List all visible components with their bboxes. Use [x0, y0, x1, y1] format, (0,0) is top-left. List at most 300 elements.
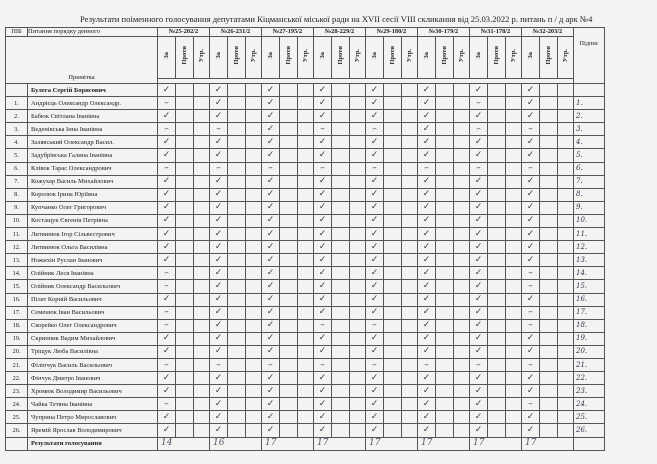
vote-mark: ✓	[470, 267, 488, 280]
vote-mark: ✓	[262, 319, 280, 332]
vote-mark: –	[210, 123, 228, 136]
chair-row: Булега Сергій Борисович ✓ ✓ ✓ ✓ ✓ ✓ ✓ ✓	[6, 84, 605, 97]
vote-mark: –	[210, 358, 228, 371]
vote-against-label: Проти	[545, 46, 552, 65]
deputy-name: Литвинюк Ігор Сільвестрович	[28, 228, 158, 241]
vote-mark: ✓	[314, 149, 332, 162]
vote-abstain-label: Утр.	[510, 48, 517, 62]
vote-against-label: Проти	[337, 46, 344, 65]
vote-mark: ✓	[418, 188, 436, 201]
question-header: №25-202/2	[158, 28, 210, 37]
vote-mark: ✓	[470, 385, 488, 398]
row-number: 24.	[6, 398, 28, 411]
vote-mark: ✓	[314, 372, 332, 385]
vote-abstain-label: Утр.	[354, 48, 361, 62]
document-title: Результати поіменного голосування депутатами Кіцманської міської ради на XVII сесії VIII скликання від 25.03.2022 р. питань п / д арк №4	[80, 14, 593, 24]
vote-abstain-label: Утр.	[250, 48, 257, 62]
vote-mark: ✓	[366, 306, 384, 319]
vote-mark: ✓	[470, 398, 488, 411]
vote-mark: –	[418, 358, 436, 371]
vote-mark: ✓	[470, 424, 488, 437]
row-number: 6.	[6, 162, 28, 175]
vote-mark: ✓	[158, 241, 176, 254]
vote-mark: ✓	[522, 345, 540, 358]
signature-cell: 26.	[574, 424, 605, 437]
vote-mark: ✓	[262, 254, 280, 267]
voting-table	[5, 27, 605, 451]
vote-mark: ✓	[470, 372, 488, 385]
table-row	[6, 411, 605, 424]
deputy-name: Кожухар Василь Михайлович	[28, 175, 158, 188]
table-row	[6, 372, 605, 385]
signature-cell: 16.	[574, 293, 605, 306]
vote-mark: ✓	[418, 372, 436, 385]
vote-for-label: За	[475, 52, 482, 59]
deputy-name: Пілат Корній Васильович	[28, 293, 158, 306]
vote-mark: ✓	[262, 398, 280, 411]
vote-mark: ✓	[470, 149, 488, 162]
table-row	[6, 306, 605, 319]
deputy-name: Залявський Олександр Васил.	[28, 136, 158, 149]
total-value: 17	[418, 437, 470, 450]
signature-cell: 23.	[574, 385, 605, 398]
deputy-name: Чайка Тетяна Іванівна	[28, 398, 158, 411]
chair-name: Булега Сергій Борисович	[28, 84, 158, 97]
vote-mark: ✓	[366, 267, 384, 280]
question-header: №27-195/2	[262, 28, 314, 37]
signature-cell: 8.	[574, 188, 605, 201]
total-value: 17	[262, 437, 314, 450]
signature-cell: 19.	[574, 332, 605, 345]
vote-mark: ✓	[522, 254, 540, 267]
vote-mark: –	[470, 123, 488, 136]
table-row	[6, 123, 605, 136]
deputy-name: Костащук Євгенія Петрівна	[28, 214, 158, 227]
vote-mark: –	[158, 358, 176, 371]
total-value: 17	[470, 437, 522, 450]
row-number: 4.	[6, 136, 28, 149]
table-row	[6, 214, 605, 227]
vote-mark: ✓	[158, 385, 176, 398]
table-row	[6, 97, 605, 110]
table-row	[6, 149, 605, 162]
vote-mark: ✓	[366, 372, 384, 385]
vote-mark: ✓	[470, 241, 488, 254]
deputy-name: Олійник Леся Іванівна	[28, 267, 158, 280]
total-value: 17	[314, 437, 366, 450]
vote-abstain-label: Утр.	[198, 48, 205, 62]
signature-cell: 15.	[574, 280, 605, 293]
vote-mark: ✓	[210, 411, 228, 424]
vote-mark: –	[158, 123, 176, 136]
vote-for-label: За	[423, 52, 430, 59]
vote-mark: ✓	[522, 228, 540, 241]
vote-mark: ✓	[418, 332, 436, 345]
vote-mark: ✓	[262, 123, 280, 136]
vote-for-label: За	[267, 52, 274, 59]
vote-mark: ✓	[522, 201, 540, 214]
vote-mark: ✓	[314, 424, 332, 437]
vote-mark: ✓	[366, 424, 384, 437]
vote-mark: ✓	[366, 201, 384, 214]
vote-mark: ✓	[158, 345, 176, 358]
table-row	[6, 398, 605, 411]
vote-mark: ✓	[262, 241, 280, 254]
vote-mark: ✓	[418, 201, 436, 214]
vote-mark: –	[210, 162, 228, 175]
agenda-header: Питання порядку денного	[28, 28, 158, 37]
vote-mark: –	[418, 162, 436, 175]
row-number: 16.	[6, 293, 28, 306]
vote-mark: ✓	[418, 97, 436, 110]
vote-mark: ✓	[470, 188, 488, 201]
vote-mark: ✓	[366, 175, 384, 188]
table-row	[6, 424, 605, 437]
vote-mark: ✓	[210, 332, 228, 345]
question-header: №31-178/2	[470, 28, 522, 37]
row-number: 14.	[6, 267, 28, 280]
table-row	[6, 228, 605, 241]
vote-mark: ✓	[210, 241, 228, 254]
vote-mark: ✓	[158, 136, 176, 149]
vote-mark: ✓	[210, 201, 228, 214]
vote-mark: ✓	[418, 149, 436, 162]
vote-mark: ✓	[158, 188, 176, 201]
vote-mark: ✓	[366, 214, 384, 227]
vote-mark: ✓	[366, 97, 384, 110]
vote-for-label: За	[215, 52, 222, 59]
vote-mark: ✓	[314, 306, 332, 319]
deputy-name: Фінчук Дмитро Іванович	[28, 372, 158, 385]
vote-mark: –	[522, 358, 540, 371]
vote-mark: ✓	[418, 110, 436, 123]
deputy-name: Скрипник Вадим Михайлович	[28, 332, 158, 345]
vote-mark: ✓	[418, 228, 436, 241]
vote-mark: –	[314, 162, 332, 175]
signature-cell: 20.	[574, 345, 605, 358]
vote-mark: ✓	[522, 97, 540, 110]
header-row-questions	[6, 28, 605, 37]
vote-mark: ✓	[418, 214, 436, 227]
vote-mark: ✓	[470, 110, 488, 123]
vote-mark: –	[314, 123, 332, 136]
vote-mark: ✓	[366, 241, 384, 254]
vote-mark: –	[470, 162, 488, 175]
signature-cell: 9.	[574, 201, 605, 214]
signature-cell: 11.	[574, 228, 605, 241]
deputy-name: Олійник Олександр Васильович	[28, 280, 158, 293]
table-row	[6, 201, 605, 214]
vote-for-label: За	[527, 52, 534, 59]
question-header: №28-229/2	[314, 28, 366, 37]
deputy-name: Семенюк Іван Васильович	[28, 306, 158, 319]
vote-abstain-label: Утр.	[562, 48, 569, 62]
vote-mark: ✓	[210, 385, 228, 398]
deputy-name: Скорейко Олег Олександрович	[28, 319, 158, 332]
signature-cell: 2.	[574, 110, 605, 123]
vote-mark: ✓	[158, 424, 176, 437]
row-number: 15.	[6, 280, 28, 293]
vote-mark: ✓	[314, 228, 332, 241]
signature-cell: 1.	[574, 97, 605, 110]
vote-mark: ✓	[418, 345, 436, 358]
vote-mark: ✓	[522, 149, 540, 162]
vote-abstain-label: Утр.	[458, 48, 465, 62]
vote-mark: ✓	[470, 175, 488, 188]
vote-mark: ✓	[210, 280, 228, 293]
vote-mark: ✓	[210, 136, 228, 149]
question-header: №30-179/2	[418, 28, 470, 37]
vote-mark: ✓	[262, 188, 280, 201]
vote-mark: ✓	[262, 411, 280, 424]
vote-mark: ✓	[262, 228, 280, 241]
vote-mark: ✓	[314, 188, 332, 201]
vote-mark: ✓	[470, 228, 488, 241]
vote-mark: ✓	[522, 188, 540, 201]
row-number: 8.	[6, 188, 28, 201]
vote-mark: ✓	[366, 280, 384, 293]
vote-mark: ✓	[522, 214, 540, 227]
vote-mark: ✓	[366, 188, 384, 201]
table-row	[6, 188, 605, 201]
vote-mark: –	[262, 162, 280, 175]
vote-mark: ✓	[366, 228, 384, 241]
signature-cell: 13.	[574, 254, 605, 267]
signature-cell: 12.	[574, 241, 605, 254]
vote-mark: ✓	[158, 149, 176, 162]
deputy-name: Купчанко Олег Григорович	[28, 201, 158, 214]
vote-against-label: Проти	[285, 46, 292, 65]
vote-mark: ✓	[210, 175, 228, 188]
vote-mark: –	[366, 162, 384, 175]
vote-mark: ✓	[366, 254, 384, 267]
vote-mark: ✓	[210, 149, 228, 162]
vote-mark: –	[158, 319, 176, 332]
total-value: 16	[210, 437, 262, 450]
vote-mark: ✓	[314, 175, 332, 188]
note-header: Примітка	[6, 37, 158, 84]
vote-mark: ✓	[418, 411, 436, 424]
vote-mark: ✓	[158, 214, 176, 227]
vote-mark: ✓	[366, 136, 384, 149]
vote-mark: ✓	[522, 385, 540, 398]
vote-mark: –	[522, 123, 540, 136]
vote-mark: ✓	[262, 424, 280, 437]
vote-mark: ✓	[522, 293, 540, 306]
vote-mark: ✓	[210, 97, 228, 110]
vote-mark: –	[522, 162, 540, 175]
row-number: 19.	[6, 332, 28, 345]
vote-mark: ✓	[470, 214, 488, 227]
vote-mark: ✓	[314, 241, 332, 254]
vote-mark: ✓	[262, 293, 280, 306]
vote-mark: –	[158, 162, 176, 175]
vote-mark: ✓	[314, 97, 332, 110]
vote-mark: ✓	[262, 175, 280, 188]
vote-mark: ✓	[418, 306, 436, 319]
vote-mark: ✓	[158, 293, 176, 306]
vote-mark: ✓	[366, 293, 384, 306]
deputy-name: Веденівська Інна Іванівна	[28, 123, 158, 136]
vote-mark: ✓	[262, 267, 280, 280]
vote-mark: ✓	[314, 332, 332, 345]
vote-mark: ✓	[418, 254, 436, 267]
vote-mark: ✓	[366, 345, 384, 358]
vote-mark: –	[522, 306, 540, 319]
deputy-name: Ножихін Руслан Іванович	[28, 254, 158, 267]
vote-mark: ✓	[210, 319, 228, 332]
vote-mark: ✓	[158, 228, 176, 241]
deputy-name: Андрієць Олександр Олександр.	[28, 97, 158, 110]
vote-against-label: Проти	[181, 46, 188, 65]
vote-mark: –	[262, 358, 280, 371]
results-row	[6, 437, 605, 450]
vote-mark: ✓	[366, 411, 384, 424]
table-row	[6, 136, 605, 149]
signature-cell: 18.	[574, 319, 605, 332]
vote-mark: –	[366, 358, 384, 371]
row-number: 11.	[6, 228, 28, 241]
deputy-name: Литвинюк Ольга Василівна	[28, 241, 158, 254]
vote-mark: ✓	[470, 201, 488, 214]
vote-mark: –	[314, 319, 332, 332]
vote-mark: ✓	[262, 201, 280, 214]
vote-mark: ✓	[210, 267, 228, 280]
vote-mark: –	[158, 97, 176, 110]
vote-mark: ✓	[158, 175, 176, 188]
vote-mark: ✓	[314, 214, 332, 227]
vote-abstain-label: Утр.	[302, 48, 309, 62]
row-number: 17.	[6, 306, 28, 319]
signature-cell: 14.	[574, 267, 605, 280]
vote-mark: ✓	[158, 372, 176, 385]
question-header: №32-203/2	[522, 28, 574, 37]
vote-mark: ✓	[262, 214, 280, 227]
vote-mark: ✓	[522, 175, 540, 188]
vote-against-label: Проти	[389, 46, 396, 65]
vote-mark: –	[522, 267, 540, 280]
vote-mark: ✓	[522, 241, 540, 254]
vote-mark: ✓	[470, 254, 488, 267]
vote-mark: ✓	[418, 280, 436, 293]
vote-mark: ✓	[522, 424, 540, 437]
vote-mark: ✓	[470, 306, 488, 319]
vote-mark: ✓	[262, 372, 280, 385]
row-number: 20.	[6, 345, 28, 358]
vote-mark: ✓	[470, 136, 488, 149]
vote-mark: ✓	[210, 254, 228, 267]
vote-mark: –	[366, 319, 384, 332]
vote-mark: ✓	[210, 345, 228, 358]
vote-mark: ✓	[314, 201, 332, 214]
row-number: 3.	[6, 123, 28, 136]
vote-against-label: Проти	[493, 46, 500, 65]
vote-mark: ✓	[522, 136, 540, 149]
vote-against-label: Проти	[233, 46, 240, 65]
vote-mark: –	[314, 358, 332, 371]
table-row	[6, 280, 605, 293]
row-number: 9.	[6, 201, 28, 214]
table-row	[6, 241, 605, 254]
deputy-name: Королюк Ірина Юріївна	[28, 188, 158, 201]
vote-mark: –	[158, 267, 176, 280]
deputy-name: Бабюк Світлана Іванівна	[28, 110, 158, 123]
voting-table-body	[6, 84, 605, 438]
signature-cell: 25.	[574, 411, 605, 424]
vote-mark: ✓	[522, 411, 540, 424]
vote-mark: –	[522, 319, 540, 332]
row-number: 10.	[6, 214, 28, 227]
vote-mark: ✓	[418, 385, 436, 398]
row-number: 2.	[6, 110, 28, 123]
vote-mark: –	[158, 398, 176, 411]
vote-mark: ✓	[210, 214, 228, 227]
vote-for-label: За	[319, 52, 326, 59]
table-row	[6, 162, 605, 175]
vote-mark: ✓	[262, 345, 280, 358]
signature-cell: 7.	[574, 175, 605, 188]
vote-mark: ✓	[470, 345, 488, 358]
signature-cell: 10.	[574, 214, 605, 227]
vote-mark: ✓	[522, 110, 540, 123]
deputy-name: Клівок Тарас Олександрович	[28, 162, 158, 175]
deputy-name: Чуприна Петро Мирославович	[28, 411, 158, 424]
question-header: №29-180/2	[366, 28, 418, 37]
row-number: 26.	[6, 424, 28, 437]
vote-mark: ✓	[366, 398, 384, 411]
vote-mark: ✓	[522, 372, 540, 385]
vote-mark: ✓	[418, 175, 436, 188]
vote-mark: ✓	[470, 293, 488, 306]
total-value: 17	[366, 437, 418, 450]
vote-mark: –	[522, 398, 540, 411]
deputy-name: Хромюк Володимир Васильович	[28, 385, 158, 398]
vote-mark: ✓	[158, 411, 176, 424]
vote-mark: ✓	[314, 411, 332, 424]
results-label: Результати голосування	[28, 437, 158, 450]
deputy-name: Тріщук Люба Василівна	[28, 345, 158, 358]
row-number: 7.	[6, 175, 28, 188]
signature-cell: 21.	[574, 358, 605, 371]
table-row	[6, 385, 605, 398]
deputy-name: Яремій Ярослав Володимирович	[28, 424, 158, 437]
vote-mark: ✓	[314, 267, 332, 280]
vote-mark: ✓	[262, 136, 280, 149]
vote-mark: ✓	[210, 228, 228, 241]
vote-mark: ✓	[418, 293, 436, 306]
signature-cell: 22.	[574, 372, 605, 385]
row-number: 1.	[6, 97, 28, 110]
vote-mark: ✓	[418, 398, 436, 411]
table-row	[6, 110, 605, 123]
question-header: №26-231/2	[210, 28, 262, 37]
vote-mark: ✓	[366, 332, 384, 345]
pib-header: ПІБ	[6, 28, 28, 37]
signature-cell: 3.	[574, 123, 605, 136]
row-number: 18.	[6, 319, 28, 332]
vote-mark: ✓	[210, 306, 228, 319]
vote-mark: ✓	[418, 267, 436, 280]
vote-mark: ✓	[210, 424, 228, 437]
vote-mark: –	[158, 280, 176, 293]
signature-cell: 5.	[574, 149, 605, 162]
vote-mark: ✓	[158, 110, 176, 123]
vote-mark: ✓	[158, 254, 176, 267]
vote-mark: ✓	[262, 110, 280, 123]
vote-mark: ✓	[314, 385, 332, 398]
vote-mark: ✓	[262, 385, 280, 398]
table-row	[6, 345, 605, 358]
